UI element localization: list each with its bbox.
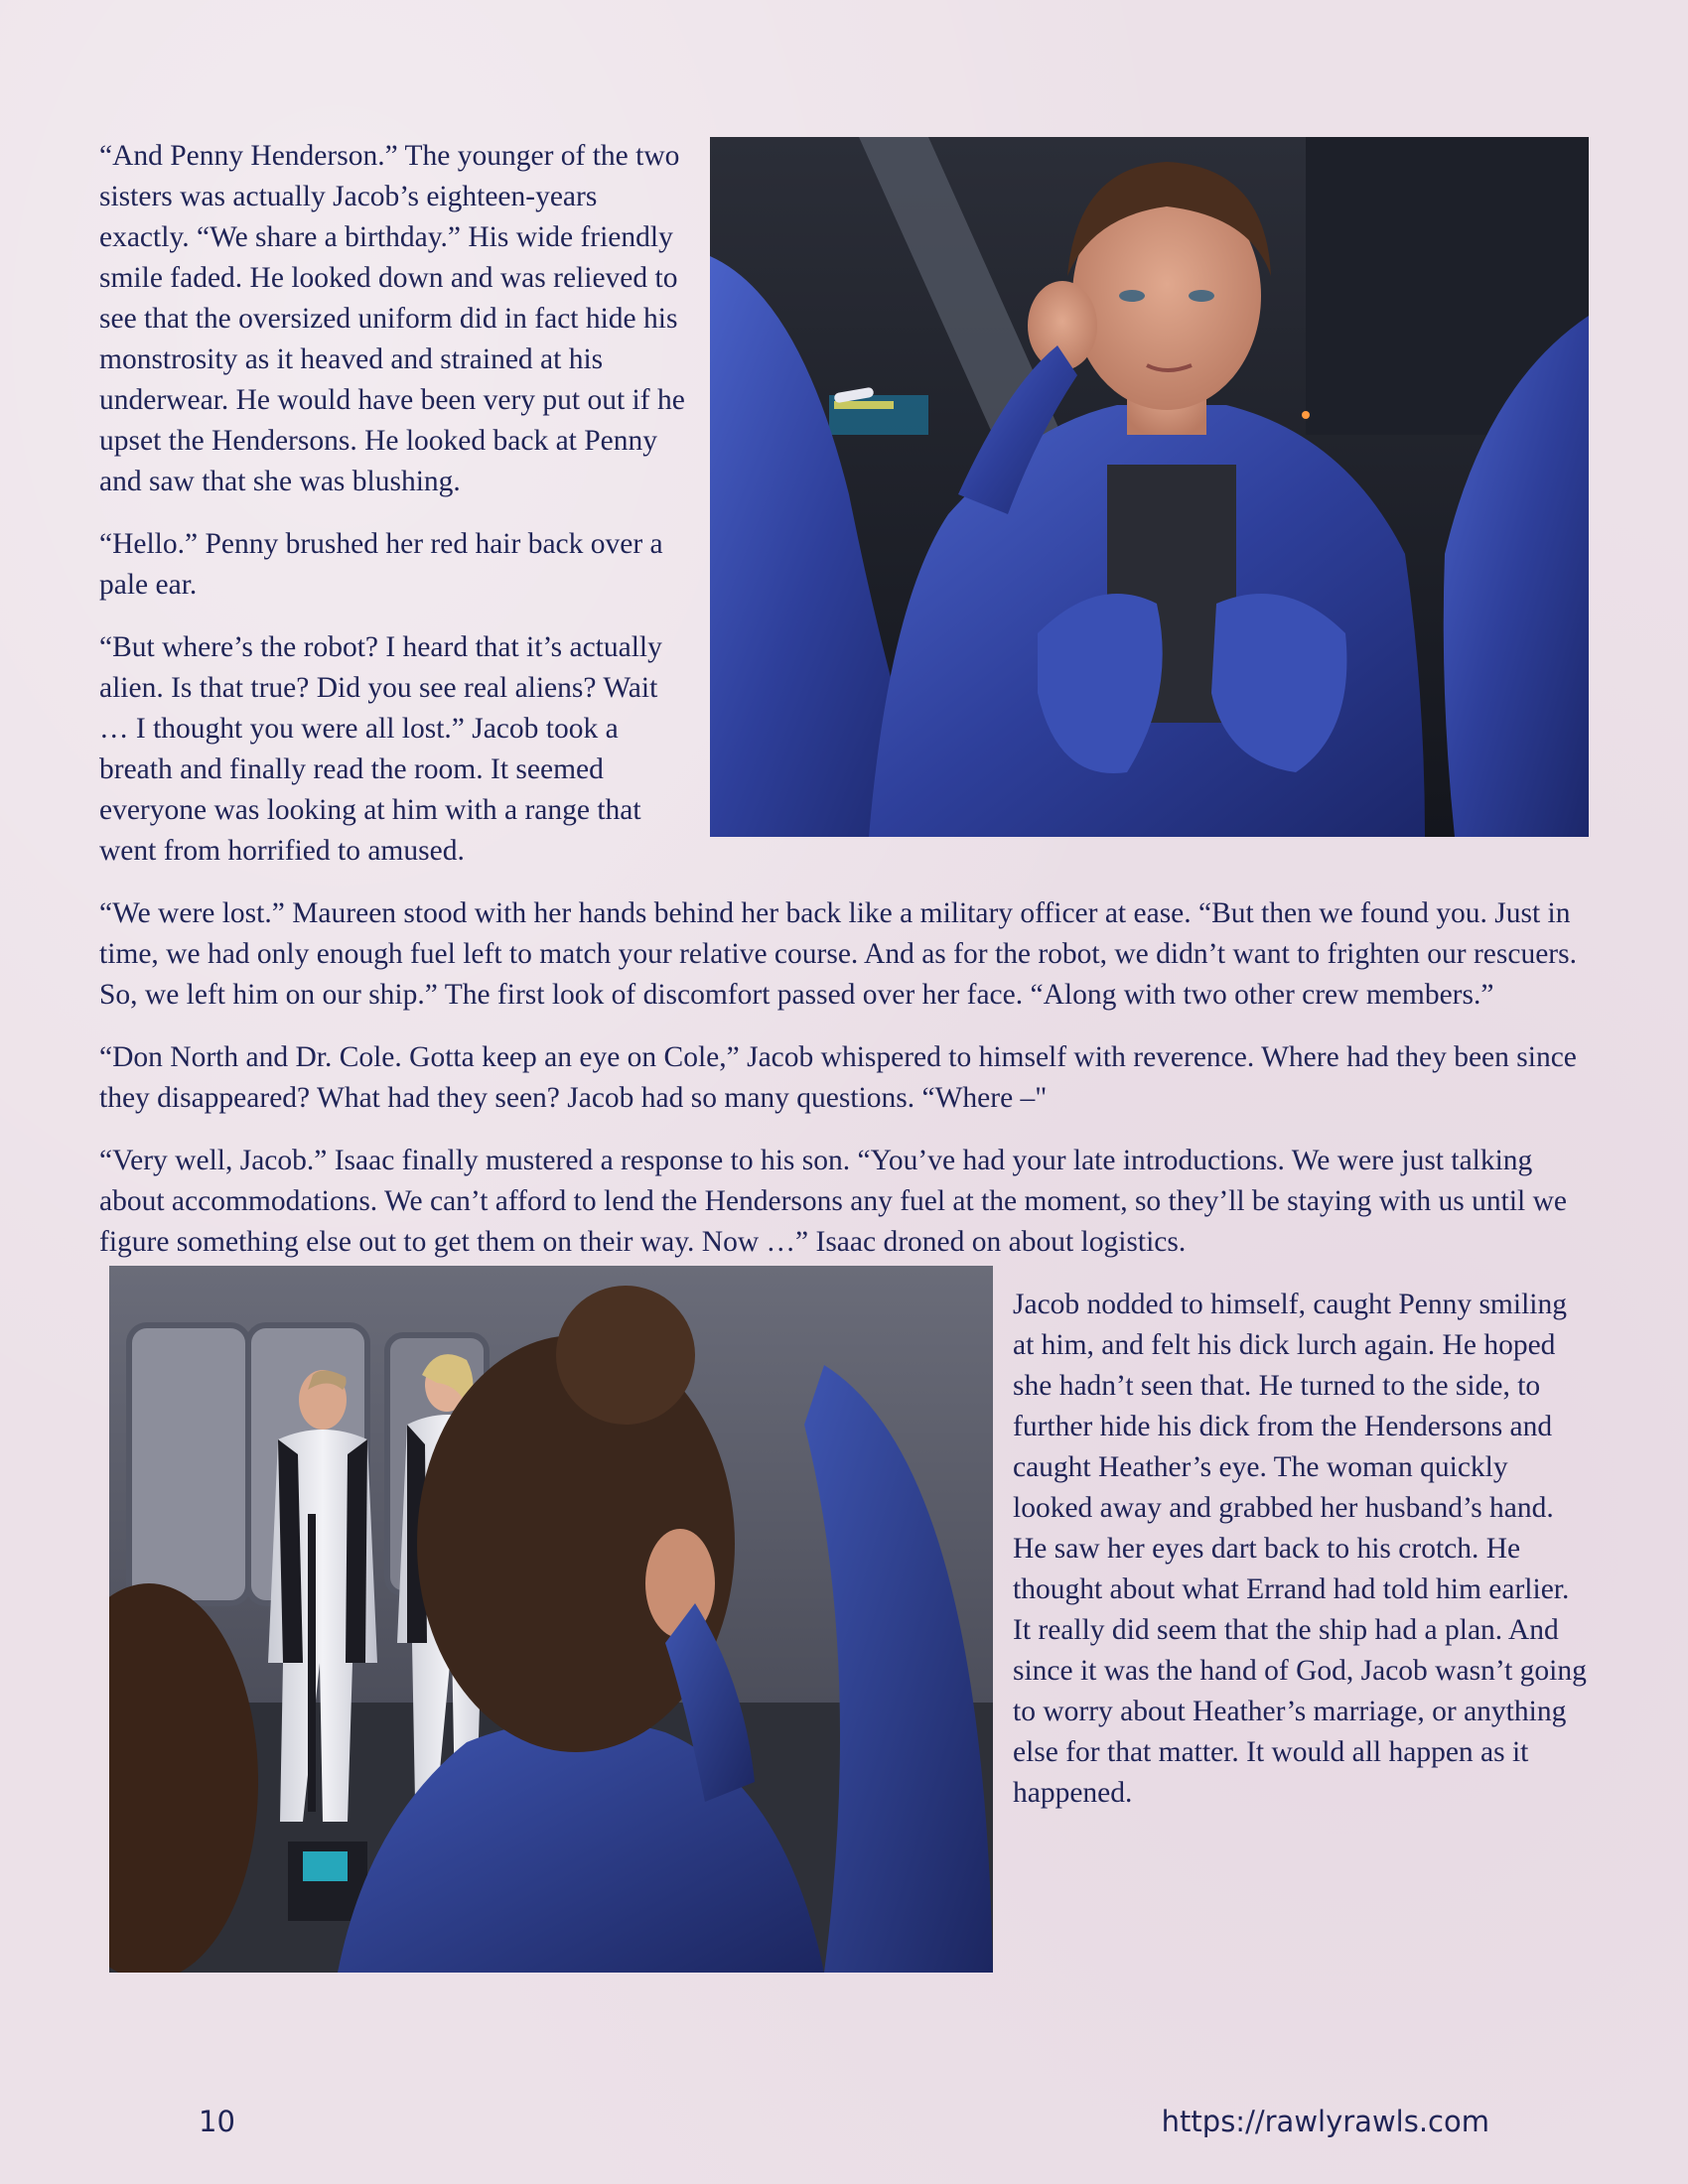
website-url[interactable]: https://rawlyrawls.com: [1161, 2105, 1489, 2138]
paragraph-7: Jacob nodded to himself, caught Penny smiling at him, and felt his dick lurch again. He hoped she hadn’t seen that. He turned to the side, to further hide his dick from the Hendersons and caught Heather’s eye. The woman quickly looked away and grabbed her husband’s hand. He saw her eyes dart back to his crotch. He thought about what Errand had told him earlier. It really did seem that the ship had a plan. And since it was the hand of God, Jacob wasn’t going to worry about Heather’s marriage, or anything else for that matter. It would all happen as it happened.: [1013, 1289, 1587, 1809]
story-text: [99, 136, 1589, 1979]
paragraph-2: “Hello.” Penny brushed her red hair back over a pale ear.: [99, 528, 663, 601]
paragraph-1: [99, 136, 1589, 502]
illustration-hendersons-corridor: [109, 1266, 993, 1973]
paragraph-1-text: “And Penny Henderson.” The younger of the two sisters was actually Jacob’s eighteen-years exactly. “We share a birthday.” His wide friendly smile faded. He looked down and was relieved to see that the oversized uniform did in fact hide his monstrosity as it heaved and strained at his underwear. He would have been very put out if he upset the Hendersons. He looked back at Penny and saw that she was blushing.: [99, 140, 685, 497]
paragraph-3: “But where’s the robot? I heard that it’s actually alien. Is that true? Did you see real aliens? Wait … I thought you were all lost.” Jacob took a breath and finally read the room. It seemed everyone was looking at him with a range that went from horrified to amused.: [99, 631, 662, 867]
paragraph-6: [99, 1141, 1589, 1263]
illustration-penny-blue-uniform: [710, 137, 1589, 837]
page-number: 10: [199, 2105, 235, 2138]
paragraph-5: “Don North and Dr. Cole. Gotta keep an eye on Cole,” Jacob whispered to himself with reverence. Where had they been since they disappeared? What had they seen? Jacob had so many questions. “Where –": [99, 1041, 1577, 1114]
paragraph-6-text: “Very well, Jacob.” Isaac finally mustered a response to his son. “You’ve had your late introductions. We were just talking about accommodations. We can’t afford to lend the Hendersons any fuel at the moment, so they’ll be staying with us until we figure something else out to get them on their way. Now …” Isaac droned on about logistics.: [99, 1145, 1568, 1258]
paragraph-4: “We were lost.” Maureen stood with her hands behind her back like a military officer at ease. “But then we found you. Just in time, we had only enough fuel left to match your relative course. And as for the robot, we didn’t want to frighten our rescuers. So, we left him on our ship.” The first look of discomfort passed over her face. “Along with two other crew members.”: [99, 897, 1577, 1011]
